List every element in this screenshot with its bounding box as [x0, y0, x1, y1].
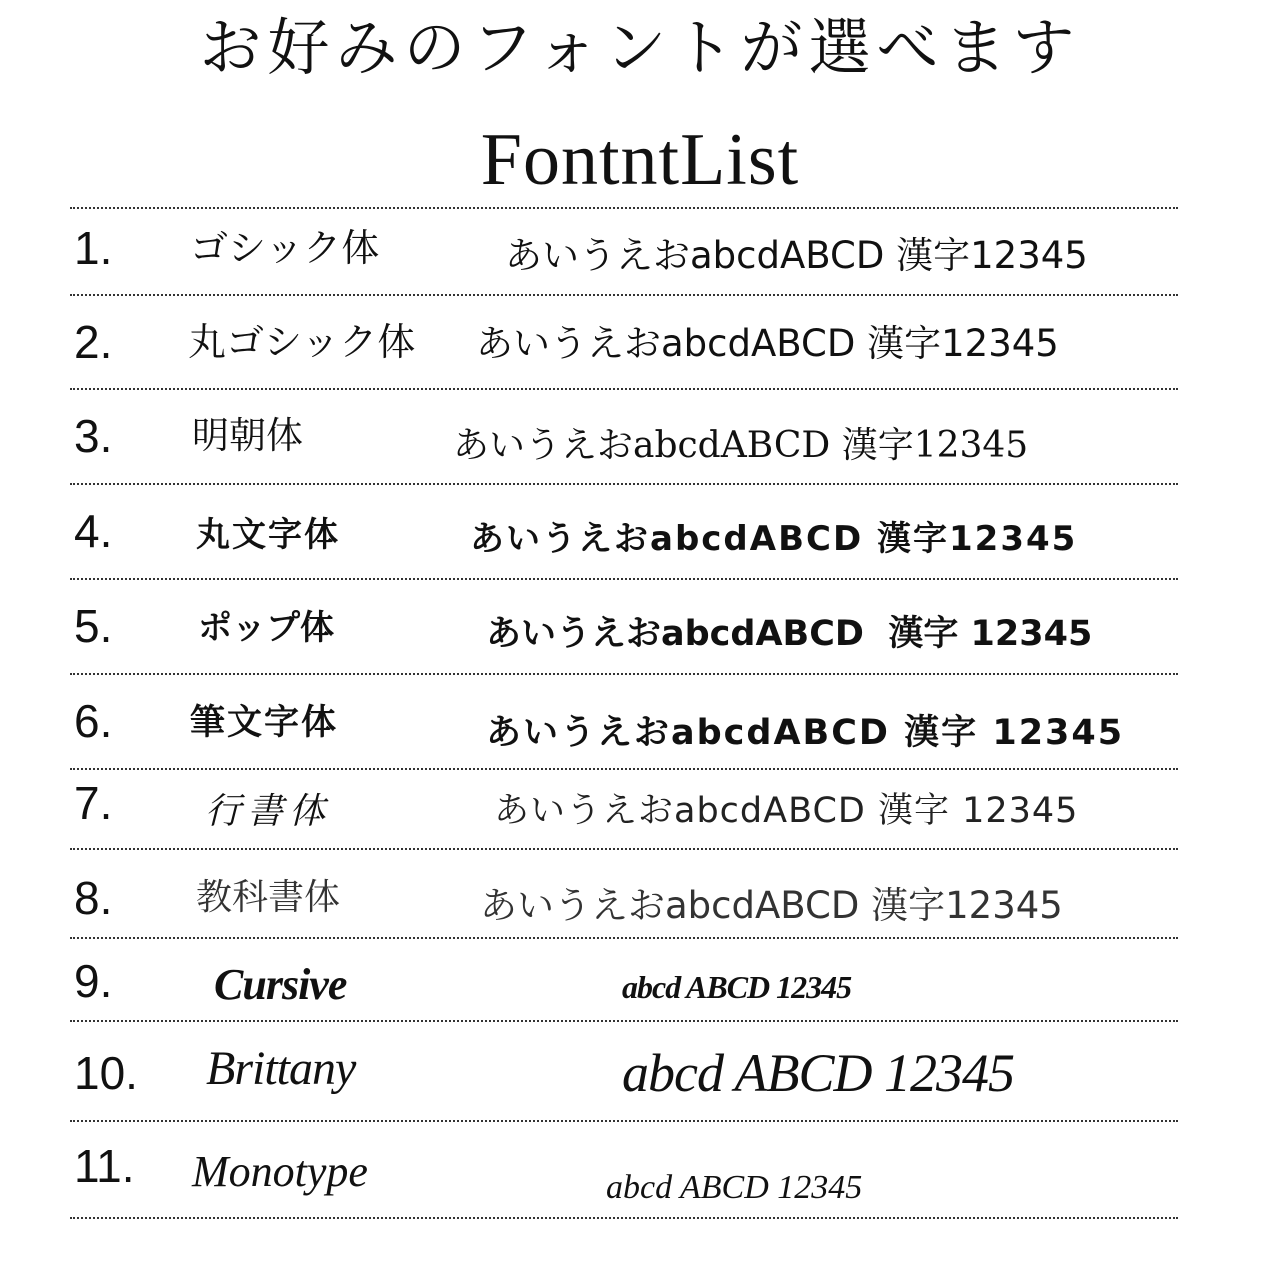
row-number: 8. [74, 872, 113, 924]
row-number: 2. [74, 316, 113, 368]
row-number: 7. [74, 777, 113, 829]
divider [70, 937, 1178, 939]
font-name: 教科書体 [196, 877, 341, 918]
divider [70, 388, 1178, 390]
divider [70, 848, 1178, 850]
row-number: 5. [74, 600, 113, 652]
row-number: 6. [74, 695, 113, 747]
row-number: 4. [74, 505, 113, 557]
divider [70, 1120, 1178, 1122]
font-name: Cursive [214, 960, 347, 1009]
divider [70, 673, 1178, 675]
font-sample: あいうえおabcdABCD 漢字12345 [476, 322, 1059, 365]
font-name: Brittany [206, 1042, 356, 1095]
divider [70, 1020, 1178, 1022]
row-number: 10. [74, 1047, 138, 1099]
font-sample: あいうえおabcdABCD 漢字 12345 [486, 713, 1125, 753]
font-sample: あいうえおabcdABCD 漢字12345 [470, 519, 1078, 559]
divider [70, 483, 1178, 485]
font-sample: あいうえおabcdABCD 漢字12345 [480, 884, 1063, 927]
font-name: 丸文字体 [196, 515, 340, 555]
font-sample: あいうえおabcdABCD 漢字 12345 [494, 791, 1079, 831]
font-name: ゴシック体 [190, 226, 380, 270]
row-number: 11. [74, 1140, 135, 1192]
font-sample: あいうえおabcdABCD 漢字12345 [505, 234, 1088, 277]
font-name: 丸ゴシック体 [188, 320, 416, 364]
font-name: Monotype [192, 1147, 368, 1196]
divider [70, 207, 1178, 209]
font-sample: abcd ABCD 12345 [606, 1169, 863, 1206]
divider [70, 1217, 1178, 1219]
page-title-japanese: お好みのフォントが選べます [199, 11, 1081, 84]
row-number: 9. [74, 955, 113, 1007]
divider [70, 578, 1178, 580]
divider [70, 768, 1178, 770]
font-name: 筆文字体 [190, 703, 339, 743]
row-number: 3. [74, 410, 113, 462]
font-sample: あいうえおabcdABCD 漢字 12345 [486, 614, 1093, 654]
divider [70, 294, 1178, 296]
page-title-english: FontntList [480, 119, 800, 201]
font-name: ポップ体 [198, 608, 334, 648]
font-name: 明朝体 [192, 414, 303, 457]
font-sample: abcd ABCD 12345 [622, 1043, 1014, 1103]
font-sample: abcd ABCD 12345 [622, 969, 852, 1005]
font-sample: あいうえおabcdABCD 漢字12345 [453, 425, 1029, 466]
font-name: 行書体 [205, 791, 332, 831]
row-number: 1. [74, 222, 113, 274]
